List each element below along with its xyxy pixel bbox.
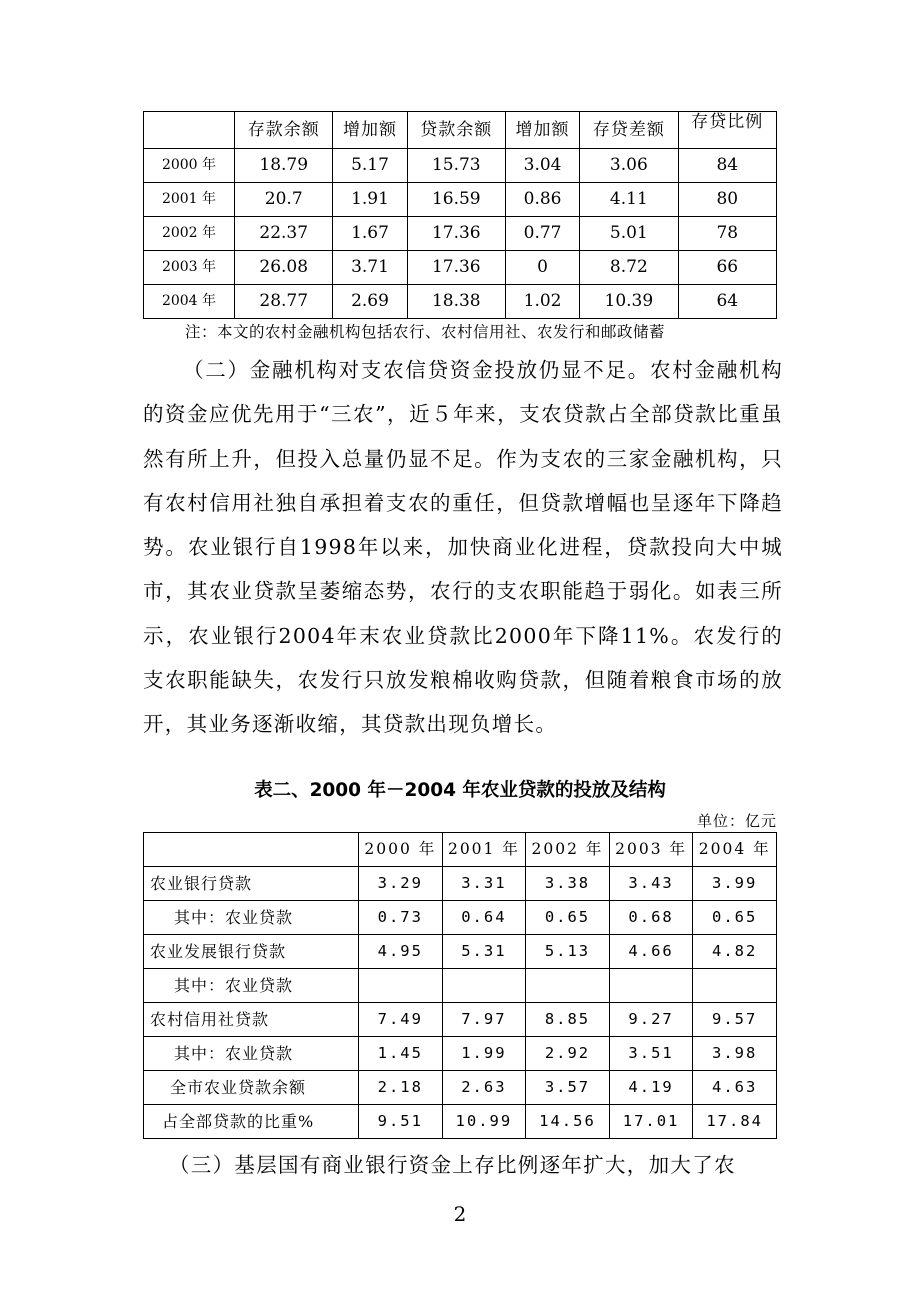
year-cell: 2002 年 xyxy=(144,217,235,251)
header-cell: 增加额 xyxy=(333,112,407,149)
table-row xyxy=(144,969,777,1003)
table-row xyxy=(144,867,777,901)
table-cell: 9.57 xyxy=(693,1003,777,1037)
table-row xyxy=(144,183,777,217)
year-cell: 2004 年 xyxy=(144,285,235,319)
table-cell: 17.36 xyxy=(407,251,505,285)
table-cell: 10.99 xyxy=(442,1105,526,1139)
table-cell: 64 xyxy=(678,285,776,319)
header-cell xyxy=(678,112,776,149)
table-caption: 表二、2000 年－2004 年农业贷款的投放及结构 xyxy=(254,780,666,801)
row-label: 全市农业贷款余额 xyxy=(144,1071,359,1105)
table-cell: 3.31 xyxy=(442,867,526,901)
page-number: 2 xyxy=(453,1202,467,1226)
header-cell: 存贷差额 xyxy=(580,112,678,149)
table-cell: 0.65 xyxy=(526,901,610,935)
table-cell: 2.92 xyxy=(526,1037,610,1071)
year-cell: 2001 年 xyxy=(144,183,235,217)
table-cell xyxy=(693,969,777,1003)
table-cell xyxy=(526,969,610,1003)
table-cell xyxy=(609,969,693,1003)
table-cell: 26.08 xyxy=(235,251,333,285)
table-cell: 2.69 xyxy=(333,285,407,319)
table-cell: 0.86 xyxy=(505,183,579,217)
header-cell: 2000 年 xyxy=(359,833,443,867)
table-header-row xyxy=(144,112,777,149)
row-label: 其中：农业贷款 xyxy=(144,901,359,935)
body-paragraph: （三）基层国有商业银行资金上存比例逐年扩大，加大了农 xyxy=(169,1153,736,1177)
table-row xyxy=(144,1071,777,1105)
row-label: 农业银行贷款 xyxy=(144,867,359,901)
table-cell: 84 xyxy=(678,149,776,183)
table-row xyxy=(144,1105,777,1139)
table-cell: 17.84 xyxy=(693,1105,777,1139)
row-label: 其中：农业贷款 xyxy=(144,1037,359,1071)
table-cell: 5.13 xyxy=(526,935,610,969)
table-row xyxy=(144,901,777,935)
table-cell: 0.68 xyxy=(609,901,693,935)
table-cell: 9.27 xyxy=(609,1003,693,1037)
table-row xyxy=(144,1037,777,1071)
table-cell: 1.02 xyxy=(505,285,579,319)
table-cell: 20.7 xyxy=(235,183,333,217)
table-cell: 3.06 xyxy=(580,149,678,183)
table-cell: 8.72 xyxy=(580,251,678,285)
table-cell: 3.38 xyxy=(526,867,610,901)
table-cell xyxy=(359,969,443,1003)
table-cell: 4.11 xyxy=(580,183,678,217)
table-cell: 22.37 xyxy=(235,217,333,251)
header-cell xyxy=(144,833,359,867)
row-label: 农村信用社贷款 xyxy=(144,1003,359,1037)
table-cell: 3.99 xyxy=(693,867,777,901)
table-cell: 5.31 xyxy=(442,935,526,969)
table-cell: 0.73 xyxy=(359,901,443,935)
table-cell: 18.79 xyxy=(235,149,333,183)
deposit-loan-table xyxy=(143,111,777,319)
table-cell: 4.66 xyxy=(609,935,693,969)
row-label: 占全部贷款的比重% xyxy=(144,1105,359,1139)
year-cell: 2003 年 xyxy=(144,251,235,285)
table-cell: 0 xyxy=(505,251,579,285)
table-row xyxy=(144,285,777,319)
header-cell-text: 存贷比例 xyxy=(691,112,764,132)
header-cell: 贷款余额 xyxy=(407,112,505,149)
table-row xyxy=(144,217,777,251)
table-row xyxy=(144,935,777,969)
table-cell: 4.19 xyxy=(609,1071,693,1105)
agri-loan-table xyxy=(143,832,777,1139)
table-cell: 9.51 xyxy=(359,1105,443,1139)
table-cell: 3.51 xyxy=(609,1037,693,1071)
table-cell: 1.67 xyxy=(333,217,407,251)
table-row xyxy=(144,149,777,183)
table-cell: 4.95 xyxy=(359,935,443,969)
table-cell: 2.18 xyxy=(359,1071,443,1105)
table-cell: 3.71 xyxy=(333,251,407,285)
table-cell: 17.36 xyxy=(407,217,505,251)
table-cell: 66 xyxy=(678,251,776,285)
table-cell: 10.39 xyxy=(580,285,678,319)
table-cell: 5.01 xyxy=(580,217,678,251)
table-cell: 17.01 xyxy=(609,1105,693,1139)
header-cell: 2004 年 xyxy=(693,833,777,867)
table-header-row xyxy=(144,833,777,867)
body-paragraph: （二）金融机构对支农信贷资金投放仍显不足。农村金融机构的资金应优先用于“三农”，近５年来，支农贷款占全部贷款比重虽然有所上升，但投入总量仍显不足。作为支农的三家金融机构，只有农村信用社独自承担着支农的重任，但贷款增幅也呈逐年下降趋势。农业银行自1998年以来，加快商业化进程，贷款投向大中城市，其农业贷款呈萎缩态势，农行的支农职能趋于弱化。如表三所示，农业银行2004年末农业贷款比2000年下降11%。农发行的支农职能缺失，农发行只放发粮棉收购贷款，但随着粮食市场的放开，其业务逐渐收缩，其贷款出现负增长。 xyxy=(143,358,783,737)
table-cell: 3.04 xyxy=(505,149,579,183)
table-cell: 0.77 xyxy=(505,217,579,251)
table-cell: 80 xyxy=(678,183,776,217)
table-row xyxy=(144,251,777,285)
table-cell: 7.97 xyxy=(442,1003,526,1037)
header-cell xyxy=(144,112,235,149)
table-cell: 5.17 xyxy=(333,149,407,183)
table-cell: 16.59 xyxy=(407,183,505,217)
table-cell xyxy=(442,969,526,1003)
table-cell: 3.43 xyxy=(609,867,693,901)
header-cell: 2002 年 xyxy=(526,833,610,867)
table-cell: 15.73 xyxy=(407,149,505,183)
table-cell: 78 xyxy=(678,217,776,251)
table-cell: 1.91 xyxy=(333,183,407,217)
table-cell: 0.64 xyxy=(442,901,526,935)
table-cell: 0.65 xyxy=(693,901,777,935)
table-cell: 3.57 xyxy=(526,1071,610,1105)
header-cell: 增加额 xyxy=(505,112,579,149)
table-row xyxy=(144,1003,777,1037)
table-cell: 14.56 xyxy=(526,1105,610,1139)
year-cell: 2000 年 xyxy=(144,149,235,183)
unit-label: 单位：亿元 xyxy=(696,812,777,830)
table-cell: 28.77 xyxy=(235,285,333,319)
row-label: 其中：农业贷款 xyxy=(144,969,359,1003)
table-cell: 2.63 xyxy=(442,1071,526,1105)
table-cell: 8.85 xyxy=(526,1003,610,1037)
row-label: 农业发展银行贷款 xyxy=(144,935,359,969)
table-cell: 3.29 xyxy=(359,867,443,901)
table-cell: 3.98 xyxy=(693,1037,777,1071)
header-cell: 存款余额 xyxy=(235,112,333,149)
table-cell: 4.82 xyxy=(693,935,777,969)
header-cell: 2003 年 xyxy=(609,833,693,867)
table-cell: 1.45 xyxy=(359,1037,443,1071)
table-cell: 4.63 xyxy=(693,1071,777,1105)
table-cell: 7.49 xyxy=(359,1003,443,1037)
table-cell: 18.38 xyxy=(407,285,505,319)
header-cell: 2001 年 xyxy=(442,833,526,867)
table-note: 注：本文的农村金融机构包括农行、农村信用社、农发行和邮政储蓄 xyxy=(185,323,666,341)
table-cell: 1.99 xyxy=(442,1037,526,1071)
